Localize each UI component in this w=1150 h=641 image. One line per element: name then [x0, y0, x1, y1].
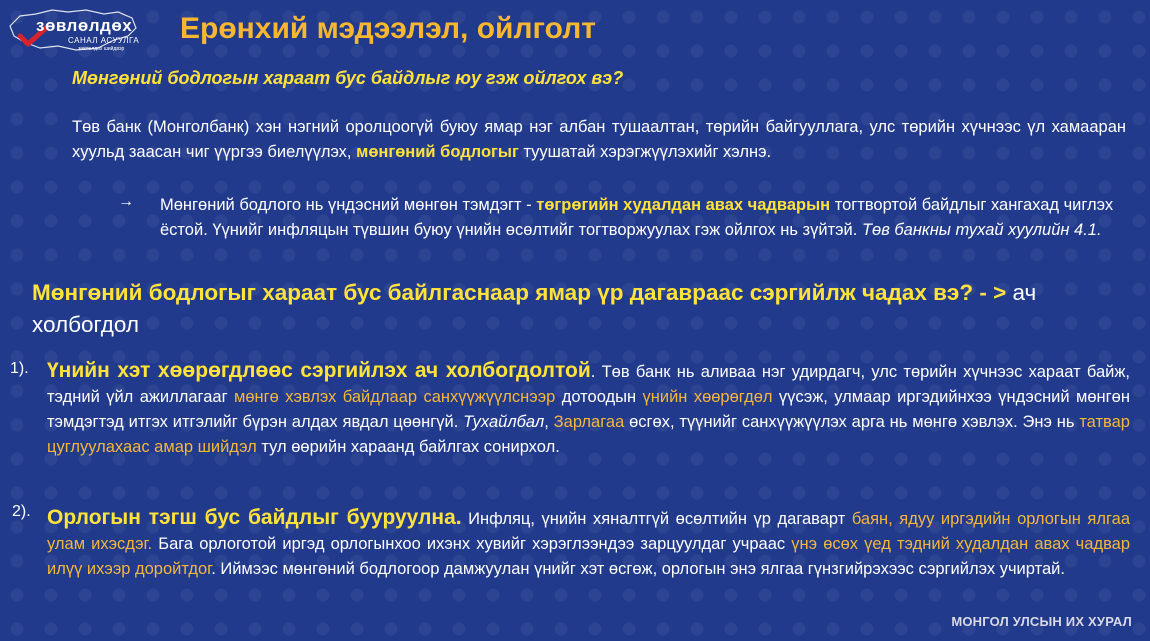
intro-text-b: туушатай хэрэгжүүлэхийг хэлнэ.	[518, 142, 772, 161]
item-highlight: Зарлагаа	[553, 413, 625, 431]
intro-paragraph	[72, 115, 1126, 164]
logo	[6, 6, 141, 58]
intro-highlight: мөнгөний бодлогыг	[356, 142, 519, 161]
item-highlight: мөнгө хэвлэх байдлаар санхүүжүүлснээр	[234, 388, 556, 406]
logo-tagline: САНАЛ АСУУЛГА	[68, 36, 140, 45]
intro-text-a: Төв банк (Монголбанк) хэн нэгний оролцоогүй буюу ямар нэг албан тушаалтан, төрийн байгууллага, улс төрийн хүчнээс үл хамааран хуульд заасан чиг үүргээ биелүүлэх,	[72, 118, 1126, 161]
item-text: Бага орлоготой иргэд орлогынхоо ихэнх хувийг хэрэглээндээ зарцуулдаг учраас	[152, 535, 792, 553]
logo-small-text: зөвлөлдөх шийдвэр	[78, 46, 125, 52]
item-heading: Үнийн хэт хөөрөгдлөөс сэргийлэх ач холбогдолтой	[47, 359, 591, 382]
item-text: . Иймээс мөнгөний бодлогоор дамжуулан үнийг хэт өсгөж, орлогын энэ ялгаа гүнзгийрэхээс сэргийлэх учиртай.	[211, 560, 1065, 578]
item-text: үүсэж, улмаар иргэдийнхээ үндэсний мөнгөн тэмдэгтэд итгэх итгэлийг бүрэн алдах явдал цөөнгүй.	[47, 388, 1130, 431]
footer-text: МОНГОЛ УЛСЫН ИХ ХУРАЛ	[951, 614, 1132, 629]
item-text: тул өөрийн хараанд байлгах сонирхол.	[256, 438, 560, 456]
item-highlight: татвар цуглуулахаас амар шийдэл	[47, 413, 1130, 456]
arrow-icon: →	[118, 193, 134, 210]
item-text: дотоодын	[555, 388, 643, 406]
item-text: ,	[544, 413, 554, 431]
item-highlight: үнийн хөөрөгдөл	[642, 388, 773, 406]
item-text: . Төв банк нь аливаа нэг удирдагч, улс төрийн хүчнээс хараат байж, тэдний үйл ажиллагааг	[47, 363, 1130, 406]
list-item	[47, 505, 1130, 582]
page-subtitle: Мөнгөний бодлогын хараат бус байдлыг юу гэж ойлгох вэ?	[72, 68, 624, 88]
item-text: Инфляц, үнийн хяналтгүй өсөлтийн үр дагаварт	[461, 510, 852, 528]
question-text: Мөнгөний бодлогыг хараат бус байлгаснаар ямар үр дагавраас сэргийлж чадах вэ? - >	[32, 280, 1013, 305]
bullet-highlight: төгрөгийн худалдан авах чадварын	[536, 196, 831, 214]
question-answer: ач холбогдол	[32, 280, 1037, 337]
list-item	[47, 358, 1130, 460]
item-text: өсгөх, түүнийг санхүүжүүлэх арга нь мөнгө хэвлэх. Энэ нь	[624, 413, 1080, 431]
item-highlight: үнэ өсөх үед тэдний худалдан авах чадвар илүү ихээр доройтдог	[47, 535, 1130, 578]
section-question	[32, 277, 1142, 341]
item-heading: Орлогын тэгш бус байдлыг бууруулна.	[47, 506, 462, 529]
item-number: 2).	[12, 503, 31, 520]
bullet-text-a: Мөнгөний бодлого нь үндэсний мөнгөн тэмдэгт -	[160, 196, 537, 214]
bullet-text	[160, 193, 1128, 243]
page-title: Ерөнхий мэдээлэл, ойлголт	[180, 12, 596, 45]
bullet-source: Төв банкны тухай хуулийн 4.1.	[861, 221, 1102, 239]
item-number: 1).	[10, 360, 29, 377]
bullet-text-b: тогтвортой байдлыг хангахад чиглэх ёстой. Үүнийг инфляцын түвшин буюу үнийн өсөлтийг тогтворжуулах гэж ойлгох нь зүйтэй.	[160, 196, 1114, 239]
logo-name: зөвлөлдөх	[36, 16, 133, 35]
item-highlight: баян, ядуу иргэдийн орлогын ялгаа улам ихэсдэг.	[47, 510, 1130, 553]
item-italic: Тухайлбал	[463, 413, 545, 431]
